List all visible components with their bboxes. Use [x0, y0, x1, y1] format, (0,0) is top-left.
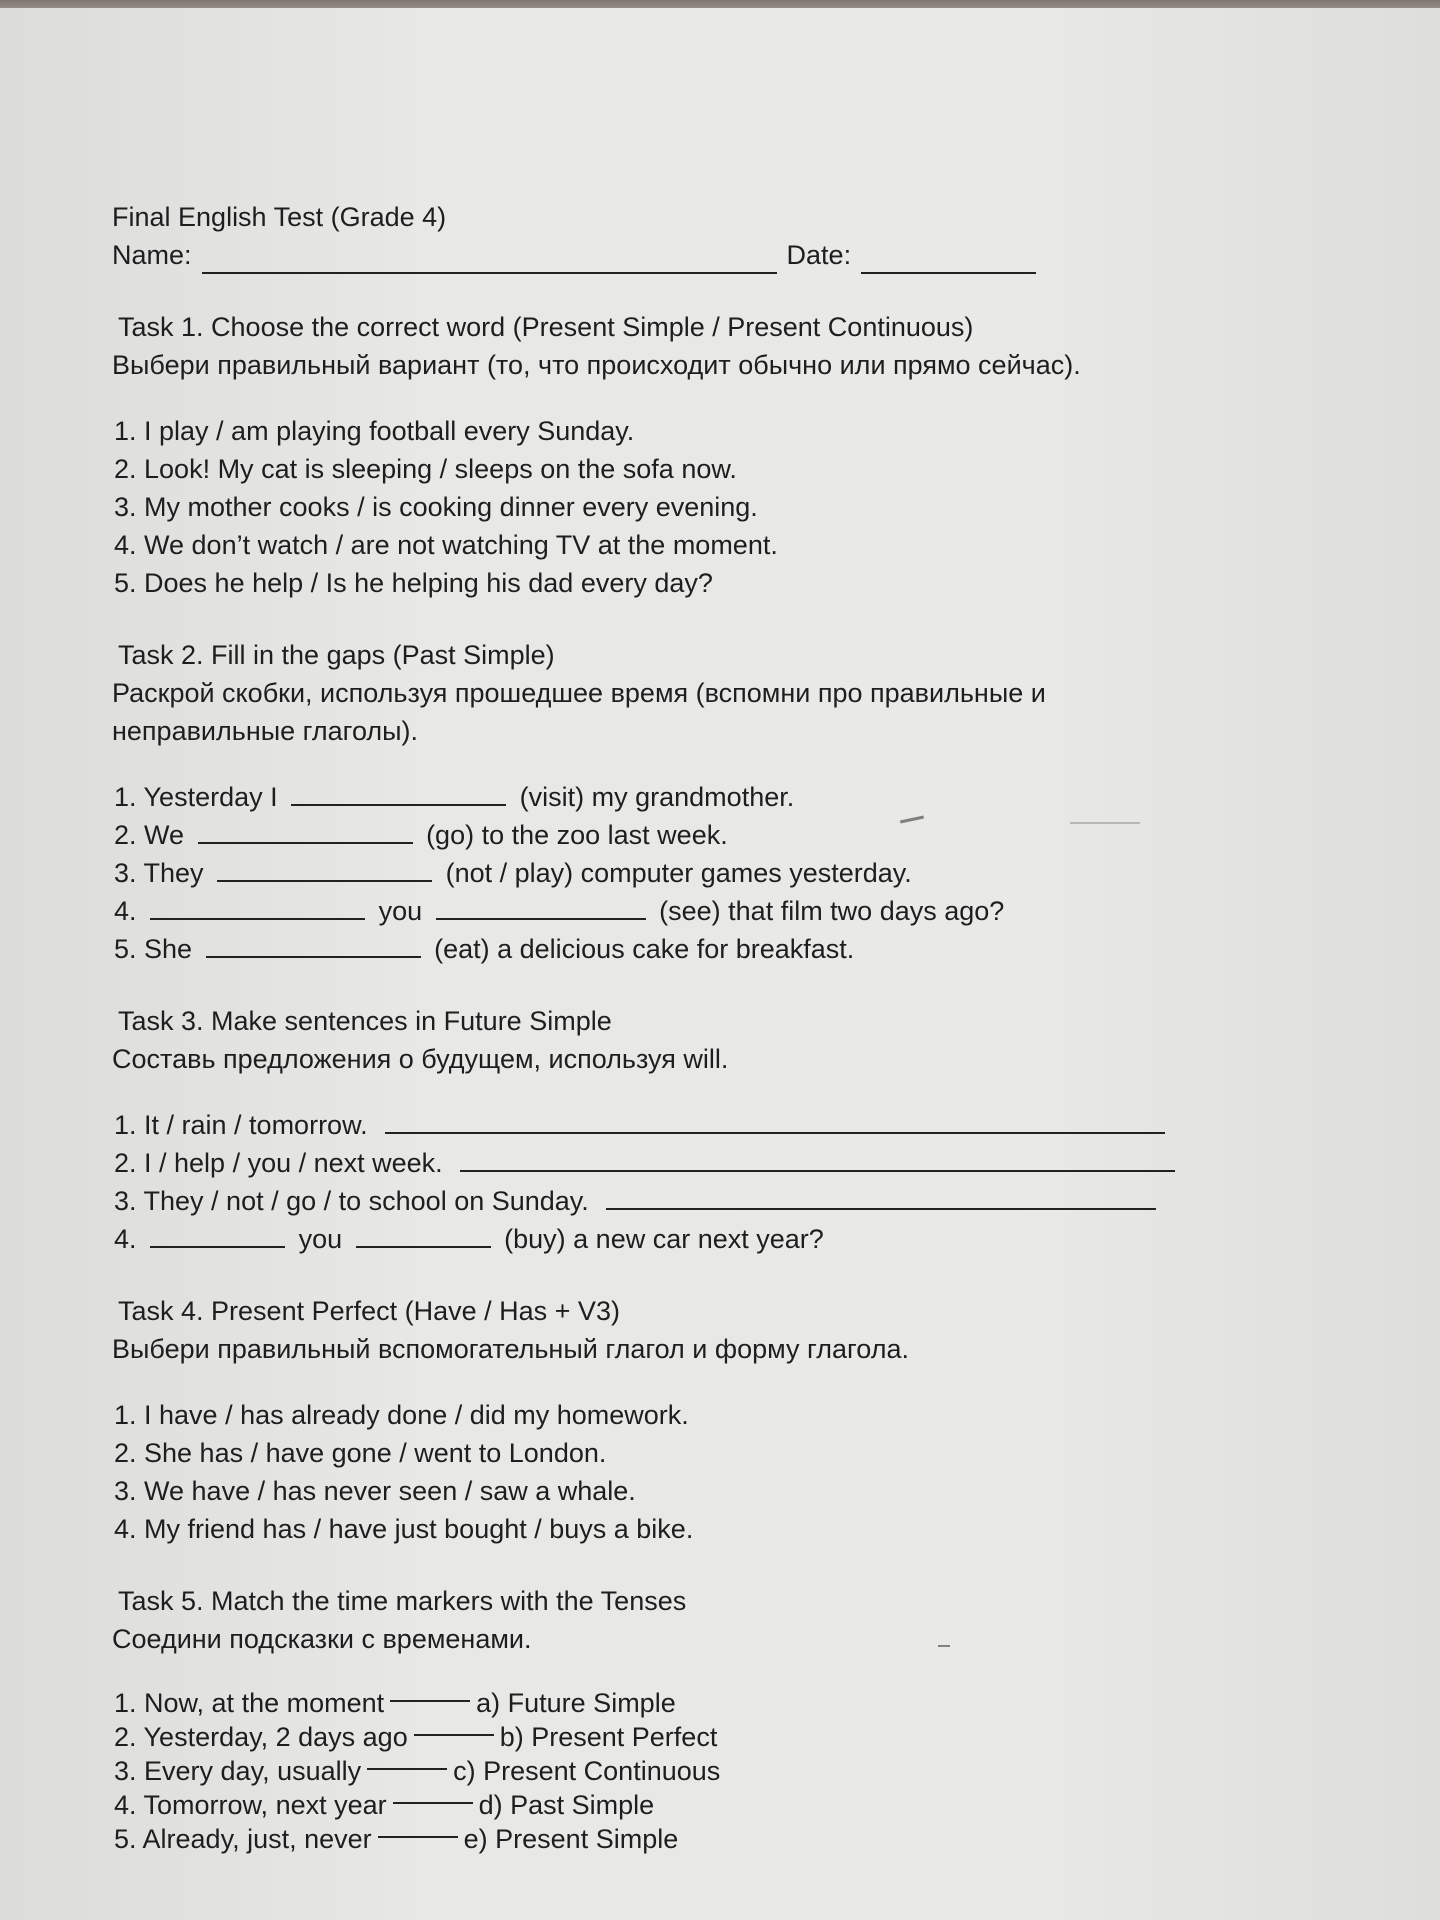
name-label: Name: [112, 240, 192, 270]
time-marker: 2. Yesterday, 2 days ago [114, 1722, 408, 1752]
task-2-item [114, 930, 1212, 968]
answer-gap[interactable] [291, 782, 506, 806]
task-2-item [114, 892, 1212, 930]
worksheet [112, 198, 1212, 1856]
task-2-item-text: 2. We [114, 820, 185, 850]
answer-gap[interactable] [356, 1224, 491, 1248]
task-3-item [114, 1144, 1212, 1182]
tense-option[interactable]: b) Present Perfect [499, 1722, 718, 1752]
task-3-item-text: 4. [114, 1224, 137, 1254]
task-3-item [114, 1220, 1212, 1258]
task-2-heading: Task 2. Fill in the gaps (Past Simple) [118, 640, 555, 670]
time-marker: 1. Now, at the moment [114, 1688, 385, 1718]
task-5-instruction: Соедини подсказки с временами. [112, 1624, 532, 1654]
task-2-item-verb: (not / play) computer games yesterday. [445, 858, 912, 888]
task-4-heading: Task 4. Present Perfect (Have / Has + V3) [118, 1296, 620, 1326]
task-2-item-text: 3. They [114, 858, 204, 888]
task-3 [112, 1002, 1212, 1258]
answer-gap[interactable] [198, 820, 413, 844]
task-2-item-text: 4. [114, 896, 137, 926]
ink-smudge [1070, 822, 1140, 824]
task-3-item-text: 2. I / help / you / next week. [114, 1148, 443, 1178]
task-5-heading: Task 5. Match the time markers with the Tenses [118, 1586, 687, 1616]
match-line [367, 1768, 447, 1770]
match-line [378, 1836, 458, 1838]
task-4 [112, 1292, 1212, 1548]
time-marker: 5. Already, just, never [114, 1824, 372, 1854]
task-2-item-verb: (eat) a delicious cake for breakfast. [434, 934, 855, 964]
task-1-item: 3. My mother cooks / is cooking dinner every evening. [114, 492, 758, 522]
time-marker: 4. Tomorrow, next year [114, 1790, 387, 1820]
task-2-item-verb: (go) to the zoo last week. [426, 820, 728, 850]
tense-option[interactable]: c) Present Continuous [453, 1756, 721, 1786]
task-5 [112, 1582, 1212, 1856]
tense-option[interactable]: d) Past Simple [478, 1790, 655, 1820]
name-field[interactable] [202, 246, 777, 274]
answer-gap[interactable] [217, 858, 432, 882]
task-3-heading: Task 3. Make sentences in Future Simple [118, 1006, 612, 1036]
task-3-item-verb: (buy) a new car next year? [504, 1224, 824, 1254]
task-2-item-text: 5. She [114, 934, 193, 964]
ink-smudge [938, 1645, 950, 1647]
time-marker: 3. Every day, usually [114, 1756, 362, 1786]
task-3-item [114, 1182, 1212, 1220]
name-date-row [112, 236, 1212, 274]
answer-line[interactable] [385, 1112, 1165, 1134]
task-3-item [114, 1106, 1212, 1144]
task-1-item: 2. Look! My cat is sleeping / sleeps on the sofa now. [114, 454, 737, 484]
task-4-item: 3. We have / has never seen / saw a whale. [114, 1476, 636, 1506]
task-3-item-text: 1. It / rain / tomorrow. [114, 1110, 368, 1140]
test-title: Final English Test (Grade 4) [112, 202, 447, 232]
date-field[interactable] [861, 246, 1036, 274]
task-2-item-subject: you [378, 896, 423, 926]
task-1-instruction: Выбери правильный вариант (то, что происходит обычно или прямо сейчас). [112, 350, 1081, 380]
answer-gap[interactable] [150, 1224, 285, 1248]
task-2-instruction: Раскрой скобки, используя прошедшее время (вспомни про правильные и неправильные глаголы). [112, 678, 1046, 746]
match-line [414, 1734, 494, 1736]
task-5-item [114, 1754, 1212, 1788]
task-3-item-subject: you [298, 1224, 343, 1254]
task-5-item [114, 1788, 1212, 1822]
task-2-item-verb: (see) that film two days ago? [659, 896, 1005, 926]
tense-option[interactable]: e) Present Simple [463, 1824, 679, 1854]
answer-gap[interactable] [150, 896, 365, 920]
task-5-item [114, 1720, 1212, 1754]
answer-line[interactable] [606, 1188, 1156, 1210]
task-1-heading: Task 1. Choose the correct word (Present Simple / Present Continuous) [118, 312, 974, 342]
task-1-item: 4. We don’t watch / are not watching TV at the moment. [114, 530, 778, 560]
task-4-instruction: Выбери правильный вспомогательный глагол и форму глагола. [112, 1334, 909, 1364]
task-3-instruction: Составь предложения о будущем, используя will. [112, 1044, 729, 1074]
task-2 [112, 636, 1212, 968]
task-5-item [114, 1822, 1212, 1856]
answer-gap[interactable] [206, 934, 421, 958]
answer-gap[interactable] [436, 896, 646, 920]
tense-option[interactable]: a) Future Simple [476, 1688, 676, 1718]
task-2-item-verb: (visit) my grandmother. [519, 782, 795, 812]
task-2-item [114, 778, 1212, 816]
task-4-item: 2. She has / have gone / went to London. [114, 1438, 607, 1468]
task-3-item-text: 3. They / not / go / to school on Sunday. [114, 1186, 589, 1216]
task-1 [112, 308, 1212, 602]
task-4-item: 1. I have / has already done / did my homework. [114, 1400, 689, 1430]
task-4-item: 4. My friend has / have just bought / buys a bike. [114, 1514, 694, 1544]
task-1-item: 5. Does he help / Is he helping his dad every day? [114, 568, 713, 598]
date-label: Date: [786, 240, 852, 270]
answer-line[interactable] [460, 1150, 1175, 1172]
task-2-item-text: 1. Yesterday I [114, 782, 278, 812]
task-1-item: 1. I play / am playing football every Sunday. [114, 416, 635, 446]
task-2-item [114, 854, 1212, 892]
task-5-item [114, 1686, 1212, 1720]
match-line [390, 1700, 470, 1702]
task-2-item [114, 816, 1212, 854]
match-line [393, 1802, 473, 1804]
